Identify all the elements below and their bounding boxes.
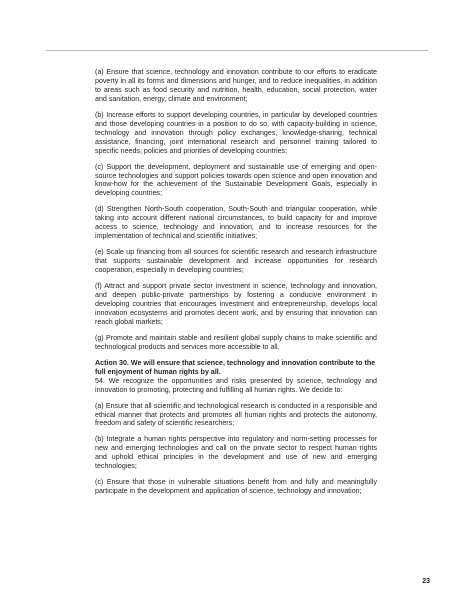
item-text: Ensure that those in vulnerable situations benefit from and fully and meaningfully participate in the development and application of science, technology and innovation;	[95, 478, 377, 496]
list-item	[95, 68, 377, 104]
list-item	[95, 435, 377, 471]
item-label: (d)	[95, 205, 104, 214]
item-text: Scale up financing from all sources for scientific research and research infrastructure that supports sustainable development and increase opportunities for research cooperation, especially in developing countries;	[95, 248, 377, 275]
item-text: Strengthen North-South cooperation, South-South and triangular cooperation, while taking into account different national circumstances, to build capacity for and improve access to science, technology and innovation, and to increase resources for the implementation of technical and scientific initiatives;	[95, 205, 377, 241]
item-label: (c)	[95, 478, 104, 487]
list-item	[95, 282, 377, 327]
item-label: (f)	[95, 282, 102, 291]
item-text: Ensure that all scientific and technological research is conducted in a responsible and ethical manner that protects and promotes all human rights and protects the autonomy, freedom and safety of scientific researchers;	[95, 401, 377, 428]
list-item	[95, 248, 377, 275]
list-item	[95, 205, 377, 241]
list-item	[95, 334, 377, 352]
item-label: (e)	[95, 248, 104, 257]
page-number: 23	[422, 578, 430, 585]
item-text: Promote and maintain stable and resilient global supply chains to make scientific and technological products and services more accessible to all.	[95, 333, 377, 351]
item-text: Support the development, deployment and sustainable use of emerging and open-source technologies and support policies towards open science and open innovation and know-how for the achievement of the Sustainable Development Goals, especially in developing countries;	[95, 162, 377, 198]
item-text: Ensure that science, technology and innovation contribute to our efforts to eradicate poverty in all its forms and dimensions and hunger, and to reduce inequalities, in addition to areas such as food security and nutrition, health, education, social protection, water and sanitation, energy, climate and environment;	[95, 68, 377, 103]
list-item	[95, 478, 377, 496]
document-body	[95, 68, 377, 503]
item-label: (b)	[95, 110, 104, 119]
item-text: Attract and support private sector investment in science, technology and innovation, and deepen public-private partnerships by fostering a conducive environment in developing countries that encourages investment and entrepreneurship, develops local innovation ecosystems and promotes decent work, and by ensuring that innovation can reach global markets;	[95, 282, 377, 326]
item-text: Integrate a human rights perspective into regulatory and norm-setting processes for new and emerging technologies and call on the private sector to respect human rights and uphold ethical principles in the development and use of new and emerging technologies;	[95, 435, 377, 471]
list-item	[95, 163, 377, 199]
list-item	[95, 402, 377, 429]
item-label: (a)	[95, 401, 104, 410]
header-rule	[46, 50, 428, 51]
action-paragraph: 54. We recognize the opportunities and risks presented by science, technology and innovation to promoting, protecting and fulfilling all human rights. We decide to:	[95, 376, 377, 394]
action-heading: Action 30. We will ensure that science, technology and innovation contribute to the full enjoyment of human rights by all.	[95, 358, 376, 376]
item-label: (c)	[95, 162, 104, 171]
item-label: (b)	[95, 435, 104, 444]
list-item	[95, 111, 377, 156]
item-text: Increase efforts to support developing countries, in particular by developed countries and those developing countries in a position to do so, with capacity-building in science, technology and innovation through policy exchanges, knowledge-sharing, technical assistance, financing, joint international research and personnel training tailored to specific needs, policies and priorities of developing countries;	[95, 110, 377, 155]
item-label: (a)	[95, 68, 104, 76]
item-label: (g)	[95, 333, 104, 342]
